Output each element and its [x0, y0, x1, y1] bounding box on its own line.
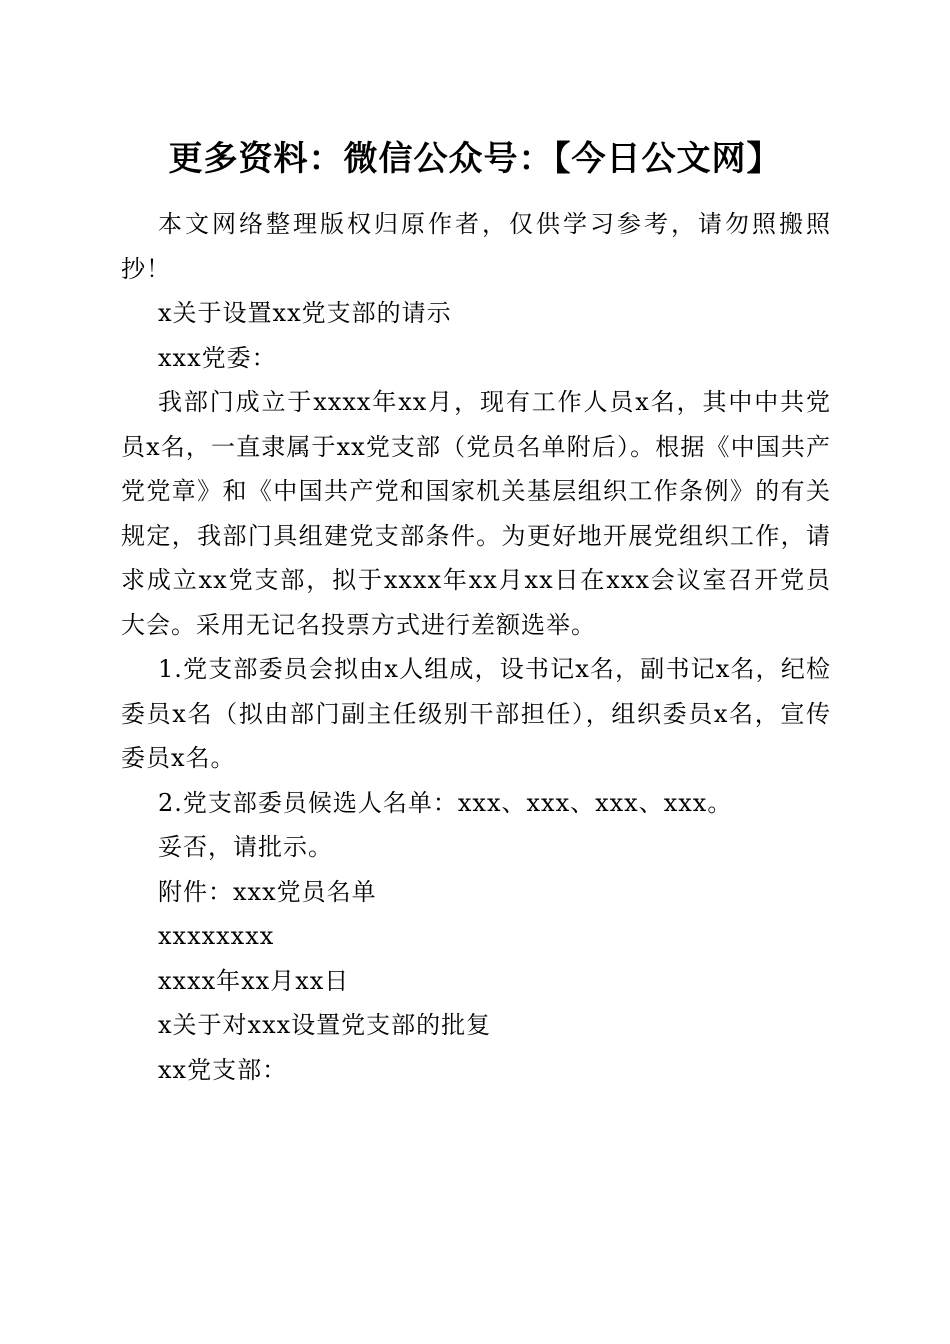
- list-item-1: 1.党支部委员会拟由x人组成，设书记x名，副书记x名，纪检委员x名（拟由部门副主任级别干部担任），组织委员x名，宣传委员x名。: [121, 655, 831, 772]
- signature-line: xxxxxxxx: [158, 922, 275, 950]
- body-paragraph: 我部门成立于xxxx年xx月，现有工作人员x名，其中中共党员x名，一直隶属于xx党支部（党员名单附后）。根据《中国共产党党章》和《中国共产党和国家机关基层组织工作条例》的有关规定，我部门具组建党支部条件。为更好地开展党组织工作，请求成立xx党支部，拟于xxxx年xx月xx日在xxx会议室召开党员大会。采用无记名投票方式进行差额选举。: [121, 388, 831, 639]
- page-title: 更多资料：微信公众号：【今日公文网】: [168, 139, 782, 179]
- copyright-notice: 本文网络整理版权归原作者，仅供学习参考，请勿照搬照抄！: [121, 210, 831, 283]
- document-body: [121, 202, 831, 1092]
- reply-salutation: xx党支部：: [158, 1055, 288, 1084]
- closing-line: 妥否，请批示。: [158, 833, 333, 861]
- salutation: xxx党委：: [158, 343, 277, 372]
- attachment-line: 附件：xxx党员名单: [158, 877, 377, 906]
- list-item-2: 2.党支部委员候选人名单：xxx、xxx、xxx、xxx。: [158, 788, 733, 817]
- reply-title: x关于对xxx设置党支部的批复: [158, 1011, 492, 1039]
- request-title: x关于设置xx党支部的请示: [158, 299, 452, 327]
- date-line: xxxx年xx月xx日: [158, 966, 350, 995]
